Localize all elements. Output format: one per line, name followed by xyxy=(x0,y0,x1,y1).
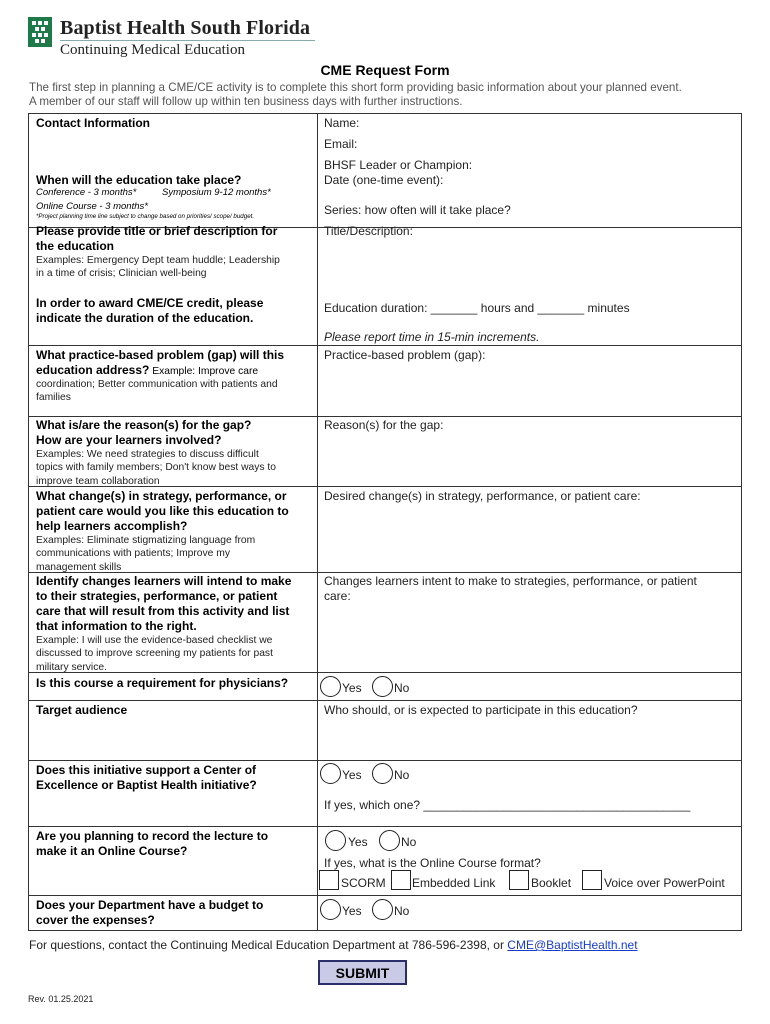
field-line: Changes learners intent to make to strategies, performance, or patient xyxy=(324,574,697,588)
label-line: patient care would you like this education to xyxy=(36,504,289,518)
gap-examples xyxy=(36,378,278,405)
row-divider xyxy=(28,895,742,896)
example-line: Examples: Emergency Dept team huddle; Leadership xyxy=(36,255,280,266)
excellence-yes-label: Yes xyxy=(342,768,362,782)
duration-note: Please report time in 15-min increments. xyxy=(324,330,540,344)
example-line: communications with patients; Improve my xyxy=(36,548,230,560)
excellence-no-label: No xyxy=(394,768,410,782)
label-line: help learners accomplish? xyxy=(36,519,188,533)
label-line: Please provide title or brief description for xyxy=(36,224,278,238)
cme-email-link[interactable]: CME@BaptistHealth.net xyxy=(507,938,638,952)
field-line: care: xyxy=(324,589,351,603)
label-line: the education xyxy=(36,239,115,253)
example-line: Example: I will use the evidence-based checklist we xyxy=(36,635,273,646)
intro-line-1: The first step in planning a CME/CE activity is to complete this short form providing basic information about your planned event. xyxy=(29,81,682,94)
desired-changes-field[interactable]: Desired change(s) in strategy, performance, or patient care: xyxy=(324,489,641,503)
example-line: discussed to improve screening my patients for past xyxy=(36,648,273,660)
label-line: cover the expenses? xyxy=(36,913,155,927)
excellence-label xyxy=(36,763,257,793)
embedded-link-label: Embedded Link xyxy=(412,876,496,890)
reasons-examples xyxy=(36,448,276,488)
label-line: care that will result from this activity and list xyxy=(36,604,290,618)
label-line: What change(s) in strategy, performance, or xyxy=(36,489,287,503)
label-line: Does your Department have a budget to xyxy=(36,898,264,912)
record-label xyxy=(36,829,268,859)
budget-yes-label: Yes xyxy=(342,904,362,918)
footer-contact-text: For questions, contact the Continuing Medical Education Department at 786-596-2398, or xyxy=(29,938,508,952)
example-line: in a time of crisis; Clinician well-being xyxy=(36,268,207,280)
label-line: Identify changes learners will intend to make xyxy=(36,574,292,588)
logo-divider xyxy=(60,40,315,41)
record-yes-radio[interactable] xyxy=(325,830,346,851)
revision-label: Rev. 01.25.2021 xyxy=(28,994,94,1004)
online-format-question: If yes, what is the Online Course format? xyxy=(324,856,541,870)
reasons-for-gap-field[interactable]: Reason(s) for the gap: xyxy=(324,418,444,432)
baptist-health-logo-icon xyxy=(28,17,52,47)
title-description-field[interactable]: Title/Description: xyxy=(324,224,413,238)
gap-example-inline: Example: Improve care xyxy=(149,366,259,377)
form-intro xyxy=(29,81,749,108)
label-line: Excellence or Baptist Health initiative? xyxy=(36,778,257,792)
requirement-no-label: No xyxy=(394,681,410,695)
requirement-yes-label: Yes xyxy=(342,681,362,695)
scorm-checkbox[interactable] xyxy=(319,870,339,890)
example-line: Examples: We need strategies to discuss difficult xyxy=(36,449,259,460)
column-divider xyxy=(317,113,318,931)
excellence-yes-radio[interactable] xyxy=(320,763,341,784)
contact-footer xyxy=(29,938,638,952)
record-yes-label: Yes xyxy=(348,835,368,849)
example-line: families xyxy=(36,392,71,404)
requirement-no-radio[interactable] xyxy=(372,676,393,697)
example-line: management skills xyxy=(36,561,122,573)
target-audience-field[interactable]: Who should, or is expected to participate in this education? xyxy=(324,703,638,717)
example-line: coordination; Better communication with patients and xyxy=(36,379,278,390)
education-duration-field[interactable]: Education duration: _______ hours and _______ minutes xyxy=(324,301,630,315)
record-no-label: No xyxy=(401,835,417,849)
department-name: Continuing Medical Education xyxy=(60,42,245,58)
row-divider xyxy=(28,345,742,346)
when-label: When will the education take place? xyxy=(36,173,242,187)
example-line: Examples: Eliminate stigmatizing language from xyxy=(36,535,256,546)
submit-button[interactable]: SUBMIT xyxy=(318,960,407,985)
example-line: military service. xyxy=(36,661,107,673)
symposium-timeline: Symposium 9-12 months* xyxy=(162,187,271,198)
practice-based-problem-field[interactable]: Practice-based problem (gap): xyxy=(324,348,486,362)
name-field[interactable]: Name: xyxy=(324,116,360,130)
budget-no-radio[interactable] xyxy=(372,899,393,920)
label-line: Are you planning to record the lecture to xyxy=(36,829,269,843)
row-divider xyxy=(28,760,742,761)
scorm-label: SCORM xyxy=(341,876,386,890)
title-description-examples xyxy=(36,254,280,281)
changes-examples xyxy=(36,534,255,574)
online-course-timeline: Online Course - 3 months* xyxy=(36,201,148,212)
label-line: make it an Online Course? xyxy=(36,844,188,858)
label-line: Does this initiative support a Center of xyxy=(36,763,257,777)
form-title: CME Request Form xyxy=(320,62,450,78)
title-description-label xyxy=(36,224,277,254)
email-field[interactable]: Email: xyxy=(324,137,358,151)
excellence-no-radio[interactable] xyxy=(372,763,393,784)
series-field[interactable]: Series: how often will it take place? xyxy=(324,203,511,217)
conference-timeline: Conference - 3 months* xyxy=(36,187,137,198)
row-divider xyxy=(28,700,742,701)
reasons-label xyxy=(36,418,251,448)
booklet-label: Booklet xyxy=(531,876,572,890)
date-field[interactable]: Date (one-time event): xyxy=(324,173,444,187)
voice-over-powerpoint-checkbox[interactable] xyxy=(582,870,602,890)
label-line: that information to the right. xyxy=(36,619,197,633)
label-line: to their strategies, performance, or patient xyxy=(36,589,278,603)
row-divider xyxy=(28,826,742,827)
intro-line-2: A member of our staff will follow up within ten business days with further instructions. xyxy=(29,94,463,108)
label-line: How are your learners involved? xyxy=(36,433,222,447)
learner-intent-field[interactable] xyxy=(324,574,697,604)
row-divider xyxy=(28,416,742,417)
initiative-which-field[interactable]: If yes, which one? ________________________________________ xyxy=(324,798,691,812)
booklet-checkbox[interactable] xyxy=(509,870,529,890)
budget-no-label: No xyxy=(394,904,410,918)
budget-yes-radio[interactable] xyxy=(320,899,341,920)
intent-label xyxy=(36,574,291,634)
requirement-yes-radio[interactable] xyxy=(320,676,341,697)
target-audience-label: Target audience xyxy=(36,703,128,717)
label-line: In order to award CME/CE credit, please xyxy=(36,296,264,310)
organization-logo xyxy=(28,15,311,61)
timeline-note: *Project planning time line subject to change based on priorities/ scope/ budget. xyxy=(36,213,255,220)
label-line: What practice-based problem (gap) will this xyxy=(36,348,285,362)
organization-name: Baptist Health South Florida xyxy=(60,17,311,39)
changes-label xyxy=(36,489,289,534)
intent-examples xyxy=(36,634,273,674)
duration-label xyxy=(36,296,263,326)
contact-information-label: Contact Information xyxy=(36,116,150,130)
gap-label xyxy=(36,348,284,379)
example-line: topics with family members; Don't know best ways to xyxy=(36,462,277,474)
label-line: indicate the duration of the education. xyxy=(36,311,254,325)
embedded-link-checkbox[interactable] xyxy=(391,870,411,890)
label-line: What is/are the reason(s) for the gap? xyxy=(36,418,252,432)
voice-over-powerpoint-label: Voice over PowerPoint xyxy=(604,876,725,890)
label-line: education address? xyxy=(36,363,150,377)
leader-field[interactable]: BHSF Leader or Champion: xyxy=(324,158,473,172)
requirement-label: Is this course a requirement for physicians? xyxy=(36,676,289,690)
record-no-radio[interactable] xyxy=(379,830,400,851)
example-line: improve team collaboration xyxy=(36,475,160,487)
budget-label xyxy=(36,898,263,928)
